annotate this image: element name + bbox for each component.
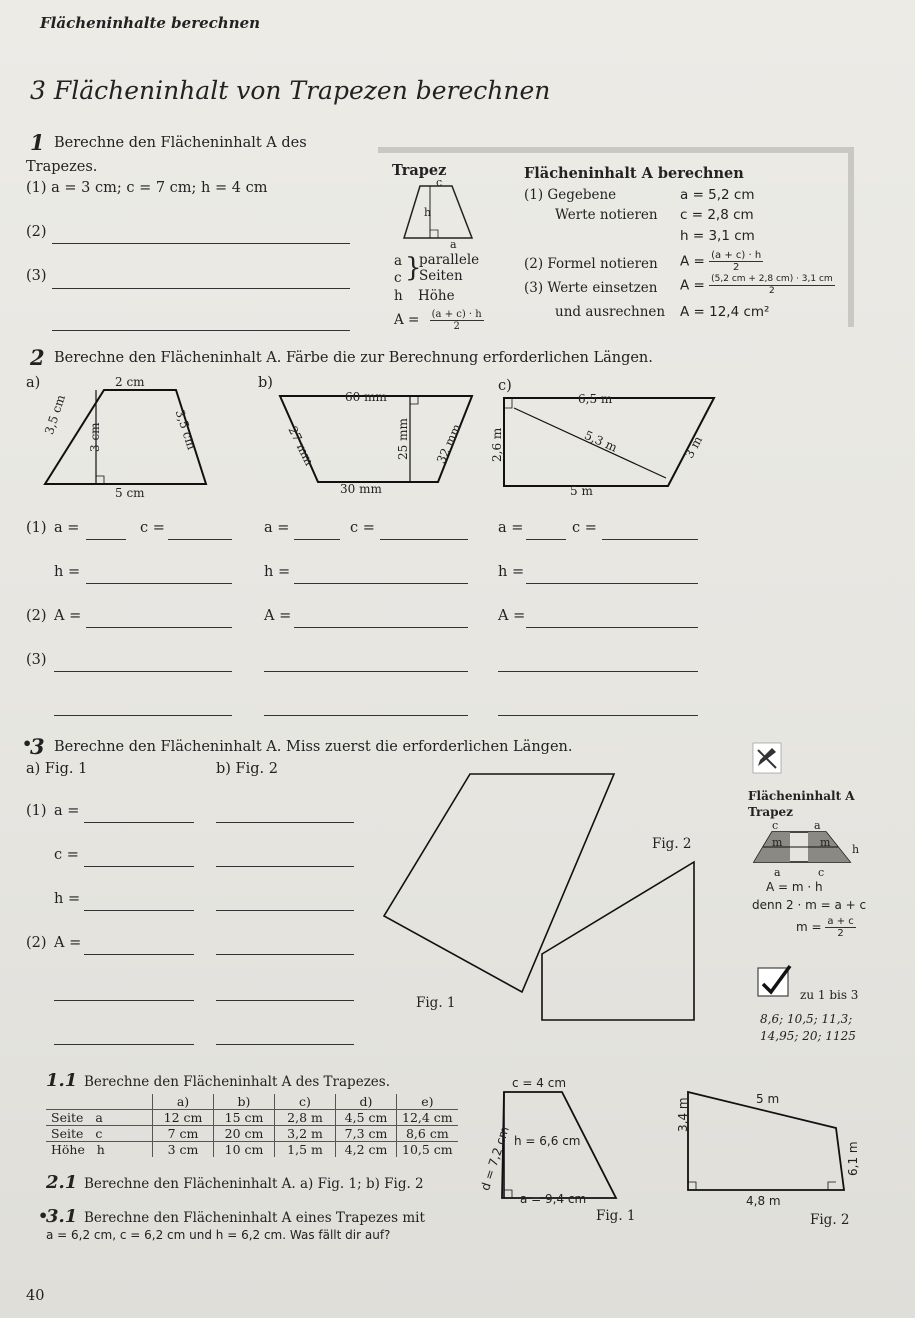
answer-line[interactable] xyxy=(86,539,126,540)
task2-number: 2 xyxy=(30,345,45,370)
answer-line[interactable] xyxy=(498,671,698,672)
sidebar-formula3-lhs: m = xyxy=(796,920,822,934)
answer-line[interactable] xyxy=(294,583,468,584)
infobox-title-right: Flächeninhalt A berechnen xyxy=(524,165,744,182)
bf2-top: 5 m xyxy=(756,1092,780,1106)
answers-line1: 8,6; 10,5; 11,3; xyxy=(760,1012,853,1026)
ex11-table xyxy=(46,1094,458,1157)
step2-lhs: A = xyxy=(680,253,705,270)
task2-label-a: a) xyxy=(26,375,41,391)
step2-den: 2 xyxy=(732,262,740,273)
given-a: a = 5,2 cm xyxy=(680,187,755,203)
step3-den: 2 xyxy=(769,286,775,296)
label-A: A = xyxy=(498,608,526,624)
task1-text-2: Trapezes. xyxy=(26,159,98,175)
table-row: Seite a 12 cm 15 cm 2,8 m 4,5 cm 12,4 cm xyxy=(46,1110,458,1126)
answer-line[interactable] xyxy=(216,866,354,867)
sidebar-trapezoid-figure xyxy=(752,828,862,864)
legend-seiten: Seiten xyxy=(419,268,463,284)
label-h: h = xyxy=(264,564,291,580)
legend-a: a xyxy=(394,253,403,269)
bf1-left: d = 7,2 cm xyxy=(478,1124,512,1193)
answer-line[interactable] xyxy=(216,954,354,955)
answer-line[interactable] xyxy=(526,627,698,628)
task1-sub2: (2) xyxy=(26,224,47,240)
given-h: h = 3,1 cm xyxy=(680,228,755,244)
check-reference: zu 1 bis 3 xyxy=(800,988,859,1002)
label-c: c = xyxy=(350,520,375,536)
bf1-top: c = 4 cm xyxy=(512,1076,567,1090)
step2: (2) Formel notieren xyxy=(524,256,658,272)
task1-number: 1 xyxy=(30,130,45,155)
sidebar-fig-h: h xyxy=(852,843,860,856)
info-fig-h: h xyxy=(424,206,432,219)
ex31-text-2: a = 6,2 cm, c = 6,2 cm und h = 6,2 cm. Was fällt dir auf? xyxy=(46,1228,391,1242)
label-a: a = xyxy=(264,520,290,536)
task3-fig1-caption: Fig. 1 xyxy=(416,995,456,1011)
bf2-right: 6,1 m xyxy=(846,1141,860,1176)
label-c: c = xyxy=(572,520,597,536)
answer-line[interactable] xyxy=(264,671,468,672)
task2-r1: (1) xyxy=(26,520,47,536)
ex31-text: Berechne den Flächeninhalt A eines Trapezes mit xyxy=(84,1210,425,1226)
checkmark-icon xyxy=(756,964,792,998)
legend-parallel: parallele xyxy=(419,252,480,268)
challenge-dot-icon: • xyxy=(22,734,33,753)
task2-r2: (2) xyxy=(26,608,47,624)
sidebar-title1: Flächeninhalt A xyxy=(748,789,855,803)
ex31-number: 3.1 xyxy=(46,1206,78,1227)
bf2-bottom: 4,8 m xyxy=(746,1194,781,1208)
label-A: A = xyxy=(264,608,292,624)
fc-diagonal: 5,3 m xyxy=(582,428,620,455)
task3-sub-b: b) Fig. 2 xyxy=(216,761,278,777)
legend-h: h xyxy=(394,288,403,304)
fb-right: 32 mm xyxy=(434,421,464,466)
info-formula-num: (a + c) · h xyxy=(431,309,482,320)
ex21-number: 2.1 xyxy=(46,1172,78,1193)
answer-line[interactable] xyxy=(294,539,340,540)
sidebar-formula1: A = m · h xyxy=(766,880,823,894)
page-number: 40 xyxy=(26,1288,45,1304)
answer-line[interactable] xyxy=(216,1044,354,1045)
bf1-bottom: a = 9,4 cm xyxy=(520,1192,587,1206)
fb-left: 27 mm xyxy=(285,424,317,468)
sidebar-fig-m2: m xyxy=(820,836,831,849)
sidebar-fig-m1: m xyxy=(772,836,783,849)
table-row: Seite c 7 cm 20 cm 3,2 m 7,3 cm 8,6 cm xyxy=(46,1126,458,1142)
legend-hoehe: Höhe xyxy=(418,288,455,304)
sidebar-formula2: denn 2 · m = a + c xyxy=(752,898,867,912)
fc-right: 3 m xyxy=(682,433,706,461)
sidebar-formula3-num: a + c xyxy=(827,916,854,927)
sidebar-fig-c2: c xyxy=(818,866,825,879)
label-a: a = xyxy=(54,520,80,536)
answer-line[interactable] xyxy=(52,243,350,244)
answer-line[interactable] xyxy=(264,715,468,716)
chapter-title: 3 Flächeninhalt von Trapezen berechnen xyxy=(30,76,551,105)
sidebar-formula3-den: 2 xyxy=(837,928,844,939)
infobox-top-bar xyxy=(378,147,854,153)
label-c: c = xyxy=(140,520,165,536)
answer-line[interactable] xyxy=(498,715,698,716)
bf1-caption: Fig. 1 xyxy=(596,1208,636,1224)
task2-label-c: c) xyxy=(498,378,512,394)
answer-line[interactable] xyxy=(86,583,232,584)
answer-line[interactable] xyxy=(380,539,468,540)
fa-bottom: 5 cm xyxy=(115,486,145,500)
label-A: A = xyxy=(54,935,82,951)
task3-sub-a: a) Fig. 1 xyxy=(26,761,88,777)
fa-height: 3 cm xyxy=(88,422,102,452)
fa-left: 3,5 cm xyxy=(42,393,68,437)
step1b: Werte notieren xyxy=(555,207,658,223)
answer-line[interactable] xyxy=(54,671,232,672)
label-a: a = xyxy=(498,520,524,536)
table-row: Höhe h 3 cm 10 cm 1,5 m 4,2 cm 10,5 cm xyxy=(46,1142,458,1158)
task3-r1: (1) xyxy=(26,803,47,819)
ex11-text: Berechne den Flächeninhalt A des Trapezes. xyxy=(84,1074,391,1090)
label-A: A = xyxy=(54,608,82,624)
step3-num: (5,2 cm + 2,8 cm) · 3,1 cm xyxy=(711,274,833,284)
info-fig-c: c xyxy=(436,176,443,189)
task3-figures xyxy=(376,770,726,1026)
col-header: d) xyxy=(336,1094,397,1110)
step4: und ausrechnen xyxy=(555,304,666,320)
task1-sub3: (3) xyxy=(26,268,47,284)
trapezoid-tool-icon xyxy=(752,742,782,774)
task2-r3: (3) xyxy=(26,652,47,668)
fb-bottom: 30 mm xyxy=(340,482,382,496)
info-formula-lhs: A = xyxy=(394,312,420,328)
fc-left: 2,6 m xyxy=(490,427,504,462)
sidebar-fig-a2: a xyxy=(774,866,781,879)
task2-text: Berechne den Flächeninhalt A. Färbe die zur Berechnung erforderlichen Längen. xyxy=(54,350,653,366)
bf1-height: h = 6,6 cm xyxy=(514,1134,581,1148)
task3-fig2-caption: Fig. 2 xyxy=(652,836,692,852)
ex11-number: 1.1 xyxy=(46,1070,78,1091)
answer-line[interactable] xyxy=(84,954,194,955)
task3-r2: (2) xyxy=(26,935,47,951)
col-header: b) xyxy=(214,1094,275,1110)
answer-line[interactable] xyxy=(84,866,194,867)
bf2-left: 3,4 m xyxy=(676,1097,690,1132)
running-title: Flächeninhalte berechnen xyxy=(40,14,261,32)
step3-lhs: A = xyxy=(680,277,705,294)
info-formula-den: 2 xyxy=(453,321,460,332)
answer-line[interactable] xyxy=(216,910,354,911)
brace-icon: } xyxy=(405,253,422,283)
answer-line[interactable] xyxy=(168,539,232,540)
answers-line2: 14,95; 20; 1125 xyxy=(760,1029,856,1043)
label-h: h = xyxy=(498,564,525,580)
task2-label-b: b) xyxy=(258,375,273,391)
answer-line[interactable] xyxy=(294,627,468,628)
label-h: h = xyxy=(54,564,81,580)
answer-line[interactable] xyxy=(52,288,350,289)
answer-line[interactable] xyxy=(216,822,354,823)
answer-line[interactable] xyxy=(526,583,698,584)
answer-line[interactable] xyxy=(84,822,194,823)
ex21-text: Berechne den Flächeninhalt A. a) Fig. 1; b) Fig. 2 xyxy=(84,1176,424,1192)
task1-text: Berechne den Flächeninhalt A des xyxy=(54,135,307,151)
example-result: A = 12,4 cm² xyxy=(680,304,770,320)
answer-line[interactable] xyxy=(52,330,350,331)
task1-sub1: (1) a = 3 cm; c = 7 cm; h = 4 cm xyxy=(26,180,268,196)
label-c: c = xyxy=(54,847,79,863)
sidebar-fig-a: a xyxy=(814,819,821,832)
bf2-caption: Fig. 2 xyxy=(810,1212,850,1228)
sidebar-fig-c: c xyxy=(772,819,779,832)
fc-top: 6,5 m xyxy=(578,392,613,406)
step2-num: (a + c) · h xyxy=(711,250,762,261)
answer-line[interactable] xyxy=(216,1000,354,1001)
col-header: a) xyxy=(153,1094,214,1110)
answer-line[interactable] xyxy=(602,539,698,540)
fb-top: 60 mm xyxy=(345,390,387,404)
answer-line[interactable] xyxy=(54,1044,194,1045)
infobox-right-bar xyxy=(848,147,854,327)
infobox-title-left: Trapez xyxy=(392,162,447,179)
sidebar-title2: Trapez xyxy=(748,805,793,819)
answer-line[interactable] xyxy=(54,1000,194,1001)
task3-number: 3 xyxy=(30,734,45,759)
info-fig-a: a xyxy=(450,238,457,251)
answer-line[interactable] xyxy=(526,539,566,540)
col-header: e) xyxy=(397,1094,458,1110)
task3-text: Berechne den Flächeninhalt A. Miss zuerst die erforderlichen Längen. xyxy=(54,739,573,755)
given-c: c = 2,8 cm xyxy=(680,207,754,223)
fa-top: 2 cm xyxy=(115,375,145,389)
label-h: h = xyxy=(54,891,81,907)
challenge-dot-icon: • xyxy=(38,1206,49,1225)
answer-line[interactable] xyxy=(86,627,232,628)
fa-right: 3,5 cm xyxy=(172,408,199,452)
fc-bottom: 5 m xyxy=(570,484,593,498)
col-header: c) xyxy=(275,1094,336,1110)
label-a: a = xyxy=(54,803,80,819)
legend-c: c xyxy=(394,270,402,286)
step1a: (1) Gegebene xyxy=(524,187,617,203)
fb-height: 25 mm xyxy=(396,418,410,460)
answer-line[interactable] xyxy=(84,910,194,911)
answer-line[interactable] xyxy=(54,715,232,716)
step3: (3) Werte einsetzen xyxy=(524,280,658,296)
